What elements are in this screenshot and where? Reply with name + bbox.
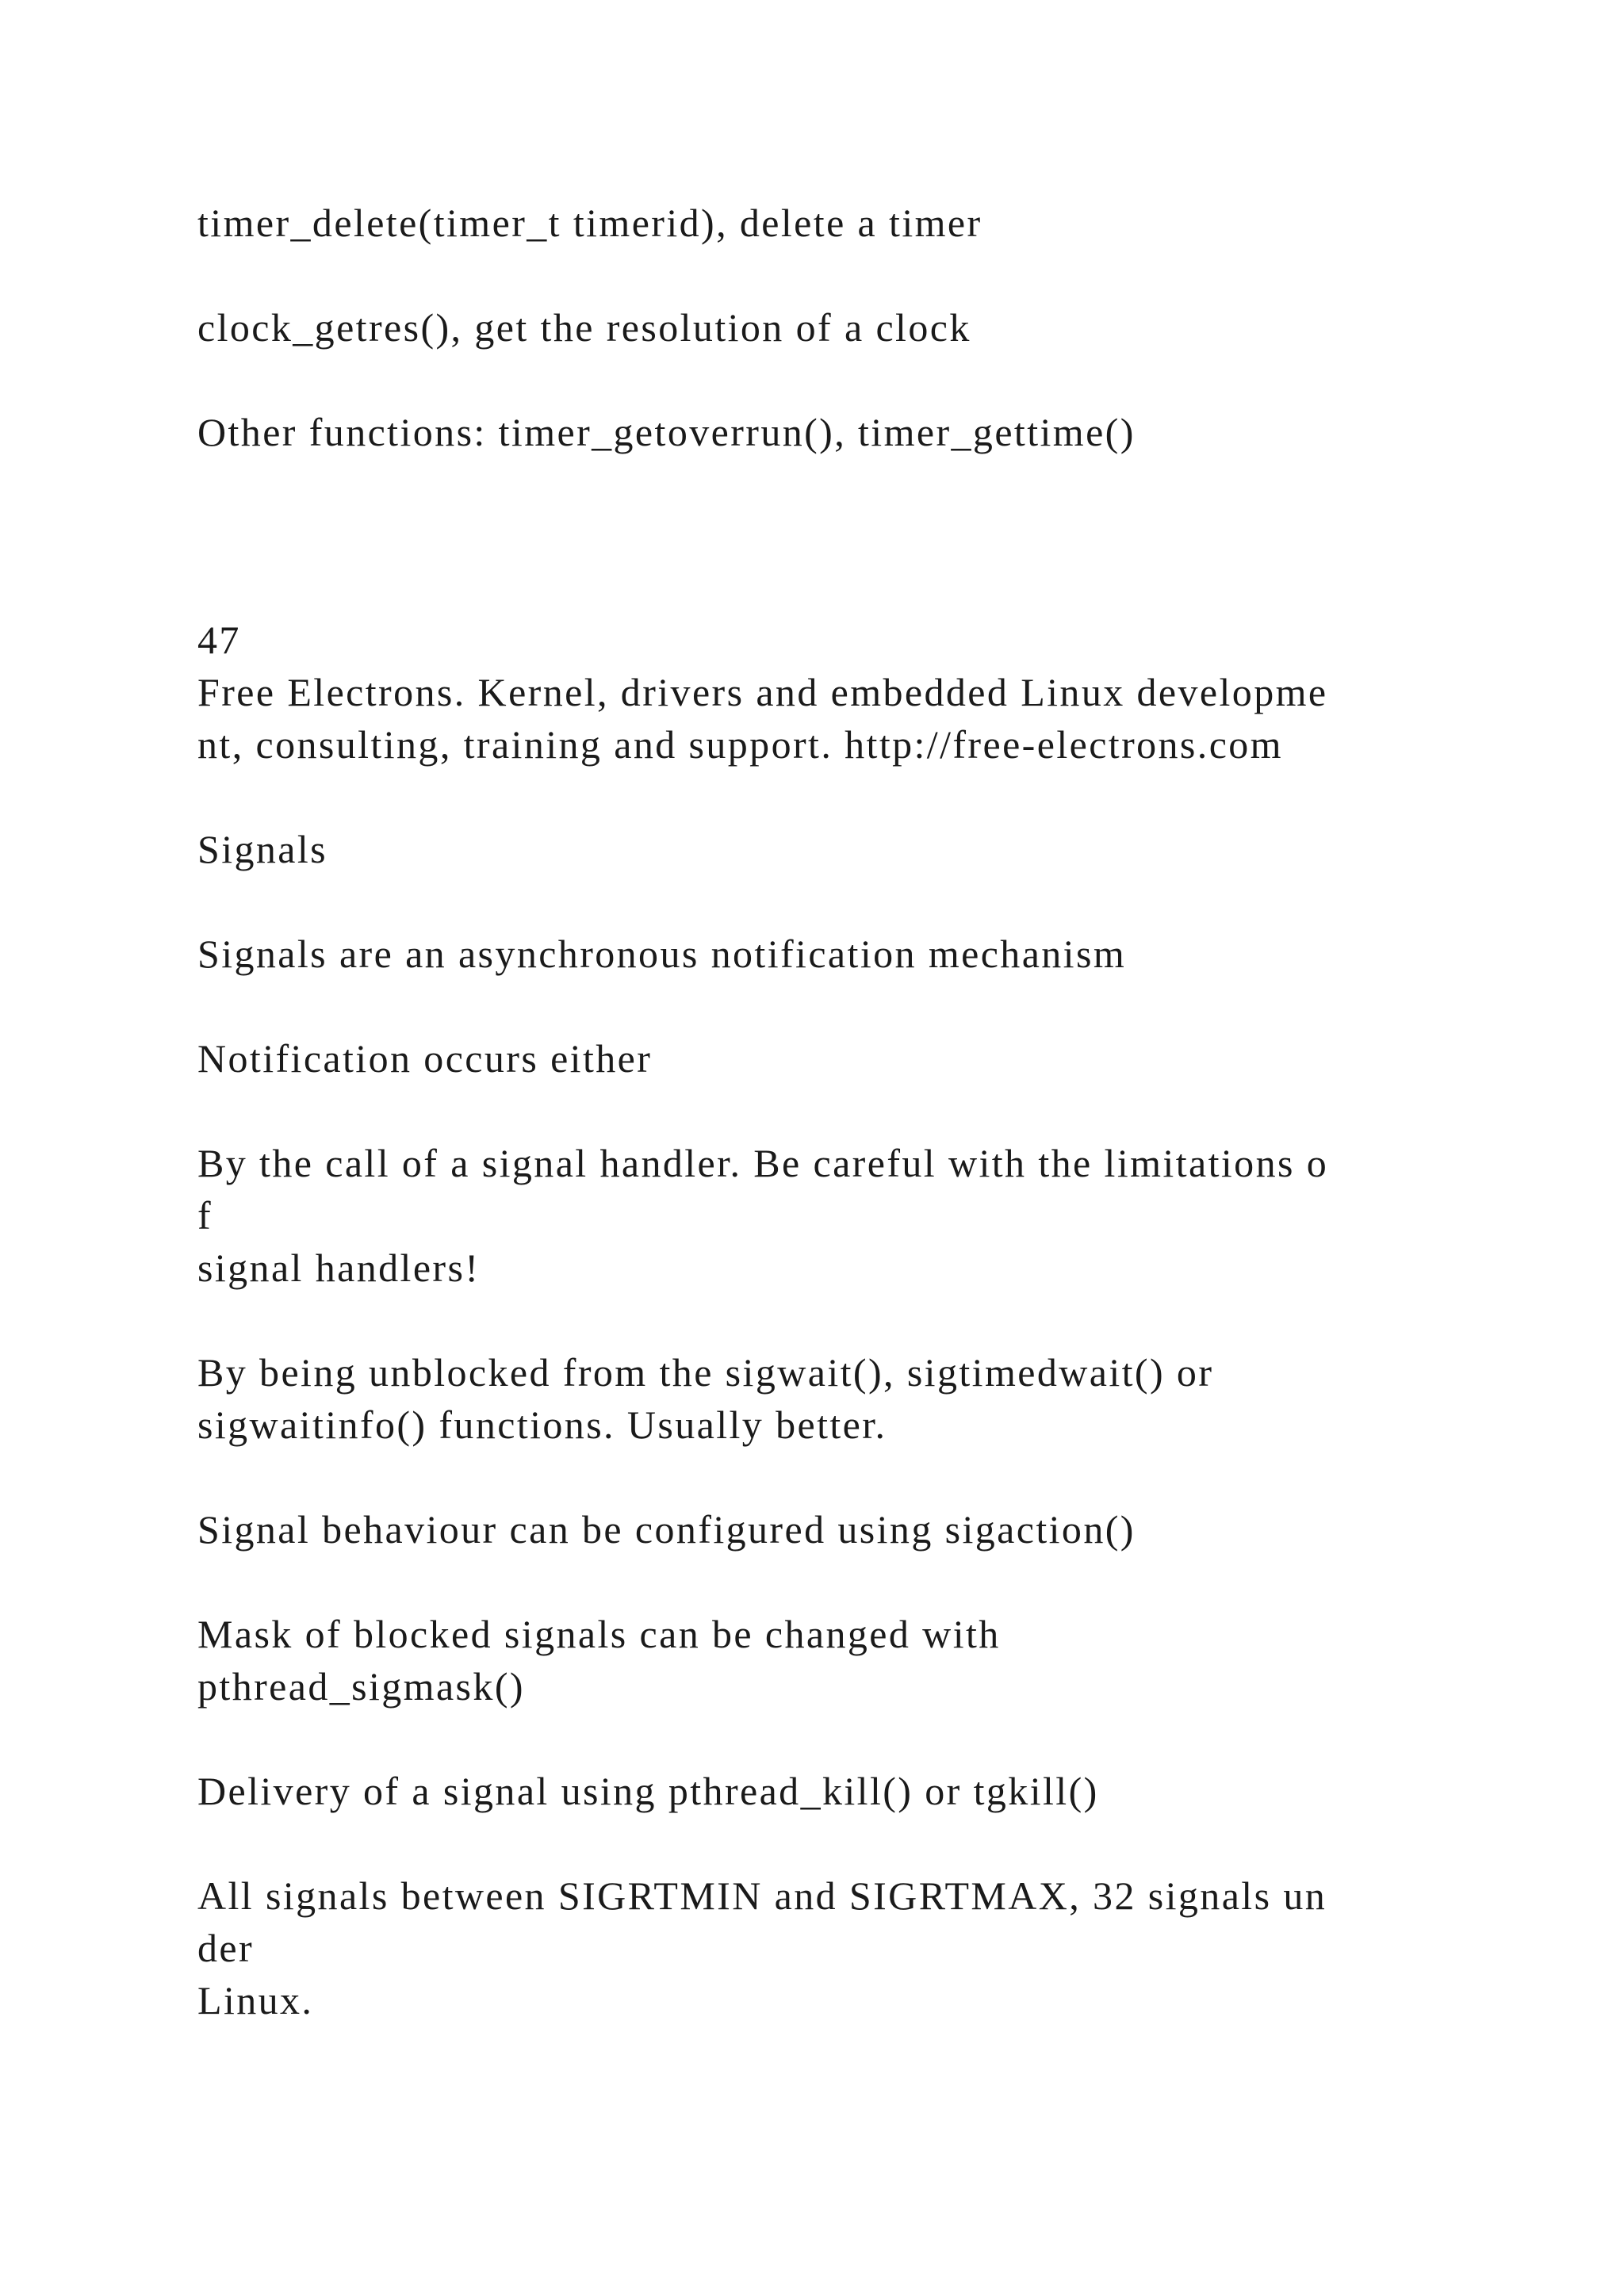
- text-line-signals-async: Signals are an asynchronous notification mechanism: [197, 932, 1127, 976]
- text-line-signal-handler-1: By the call of a signal handler. Be careful with the limitations o: [197, 1141, 1329, 1185]
- text-line-sigaction: Signal behaviour can be configured using sigaction(): [197, 1507, 1136, 1552]
- text-line-signal-handler-3: signal handlers!: [197, 1246, 481, 1290]
- text-line-sigrt-3: Linux.: [197, 1978, 314, 2022]
- text-line-timer-delete: timer_delete(timer_t timerid), delete a timer: [197, 201, 982, 245]
- page-number: 47: [197, 618, 241, 662]
- text-line-mask-1: Mask of blocked signals can be changed with: [197, 1612, 1001, 1656]
- text-line-other-functions: Other functions: timer_getoverrun(), timer_gettime(): [197, 410, 1136, 454]
- text-line-mask-2: pthread_sigmask(): [197, 1664, 525, 1709]
- text-line-notification: Notification occurs either: [197, 1036, 653, 1081]
- text-line-sigwait-2: sigwaitinfo() functions. Usually better.: [197, 1402, 887, 1447]
- text-line-signal-handler-2: f: [197, 1193, 213, 1238]
- text-line-sigrt-2: der: [197, 1926, 255, 1970]
- text-line-sigwait-1: By being unblocked from the sigwait(), sigtimedwait() or: [197, 1350, 1214, 1395]
- text-line-delivery: Delivery of a signal using pthread_kill() or tgkill(): [197, 1769, 1099, 1813]
- footer-line-2: nt, consulting, training and support. http://free-electrons.com: [197, 722, 1283, 767]
- section-heading-signals: Signals: [197, 827, 328, 871]
- footer-line-1: Free Electrons. Kernel, drivers and embedded Linux developme: [197, 670, 1328, 714]
- text-line-sigrt-1: All signals between SIGRTMIN and SIGRTMAX, 32 signals un: [197, 1873, 1327, 1918]
- text-line-clock-getres: clock_getres(), get the resolution of a clock: [197, 305, 971, 350]
